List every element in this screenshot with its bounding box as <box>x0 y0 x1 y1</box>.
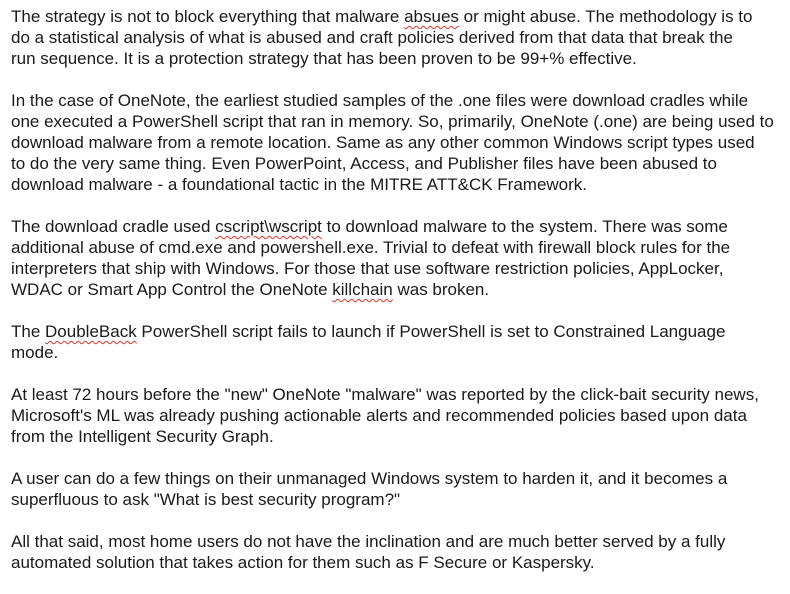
misspelled-word: absues <box>404 7 459 26</box>
paragraph-5 <box>11 384 790 447</box>
text-line <box>11 90 790 111</box>
text-segment: do a statistical analysis of what is abused and craft policies derived from that data that break the <box>11 28 733 47</box>
text-line <box>11 216 790 237</box>
text-line <box>11 321 790 342</box>
text-segment: In the case of OneNote, the earliest studied samples of the .one files were download cradles while <box>11 91 749 110</box>
text-line <box>11 489 790 510</box>
paragraph-6 <box>11 468 790 510</box>
text-line <box>11 426 790 447</box>
text-segment: one executed a PowerShell script that ran in memory. So, primarily, OneNote (.one) are being used to <box>11 112 774 131</box>
text-segment: The download cradle used <box>11 217 216 236</box>
text-segment: PowerShell script fails to launch if PowerShell is set to Constrained Language <box>136 322 726 341</box>
text-line <box>11 468 790 489</box>
text-line <box>11 342 790 363</box>
paragraph-3 <box>11 216 790 300</box>
text-segment: superfluous to ask "What is best security program?" <box>11 490 401 509</box>
text-line <box>11 111 790 132</box>
text-segment: At least 72 hours before the "new" OneNote "malware" was reported by the click-bait security news, <box>11 385 759 404</box>
text-line <box>11 552 790 573</box>
text-segment: All that said, most home users do not have the inclination and are much better served by a fully <box>11 532 726 551</box>
text-segment: from the Intelligent Security Graph. <box>11 427 274 446</box>
text-segment: WDAC or Smart App Control the OneNote <box>11 280 333 299</box>
text-line <box>11 405 790 426</box>
text-segment: or might abuse. The methodology is to <box>458 7 753 26</box>
misspelled-word: cscript\wscript <box>215 217 322 236</box>
text-line <box>11 132 790 153</box>
text-segment: Microsoft's ML was already pushing actionable alerts and recommended policies based upon data <box>11 406 747 425</box>
paragraph-2 <box>11 90 790 195</box>
text-segment: download malware from a remote location. Same as any other common Windows script types used <box>11 133 755 152</box>
text-segment: The strategy is not to block everything that malware <box>11 7 405 26</box>
document-body <box>11 6 790 594</box>
text-line <box>11 258 790 279</box>
text-line <box>11 48 790 69</box>
text-segment: mode. <box>11 343 59 362</box>
text-line <box>11 531 790 552</box>
text-line <box>11 6 790 27</box>
text-segment: A user can do a few things on their unmanaged Windows system to harden it, and it becomes a <box>11 469 728 488</box>
paragraph-4 <box>11 321 790 363</box>
text-segment: to do the very same thing. Even PowerPoint, Access, and Publisher files have been abused to <box>11 154 717 173</box>
text-segment: automated solution that takes action for them such as F Secure or Kaspersky. <box>11 553 595 572</box>
text-line <box>11 384 790 405</box>
paragraph-1 <box>11 6 790 69</box>
text-segment: additional abuse of cmd.exe and powershell.exe. Trivial to defeat with firewall block rules for the <box>11 238 731 257</box>
text-line <box>11 279 790 300</box>
text-segment: run sequence. It is a protection strategy that has been proven to be 99+% effective. <box>11 49 637 68</box>
text-segment: to download malware to the system. There was some <box>321 217 728 236</box>
text-line <box>11 153 790 174</box>
text-segment: was broken. <box>392 280 490 299</box>
text-line <box>11 27 790 48</box>
misspelled-word: killchain <box>332 280 393 299</box>
text-segment: interpreters that ship with Windows. For those that use software restriction policies, AppLocker, <box>11 259 724 278</box>
text-line <box>11 174 790 195</box>
paragraph-7 <box>11 531 790 573</box>
text-segment: The <box>11 322 46 341</box>
text-line <box>11 237 790 258</box>
text-segment: download malware - a foundational tactic in the MITRE ATT&CK Framework. <box>11 175 588 194</box>
misspelled-word: DoubleBack <box>45 322 137 341</box>
